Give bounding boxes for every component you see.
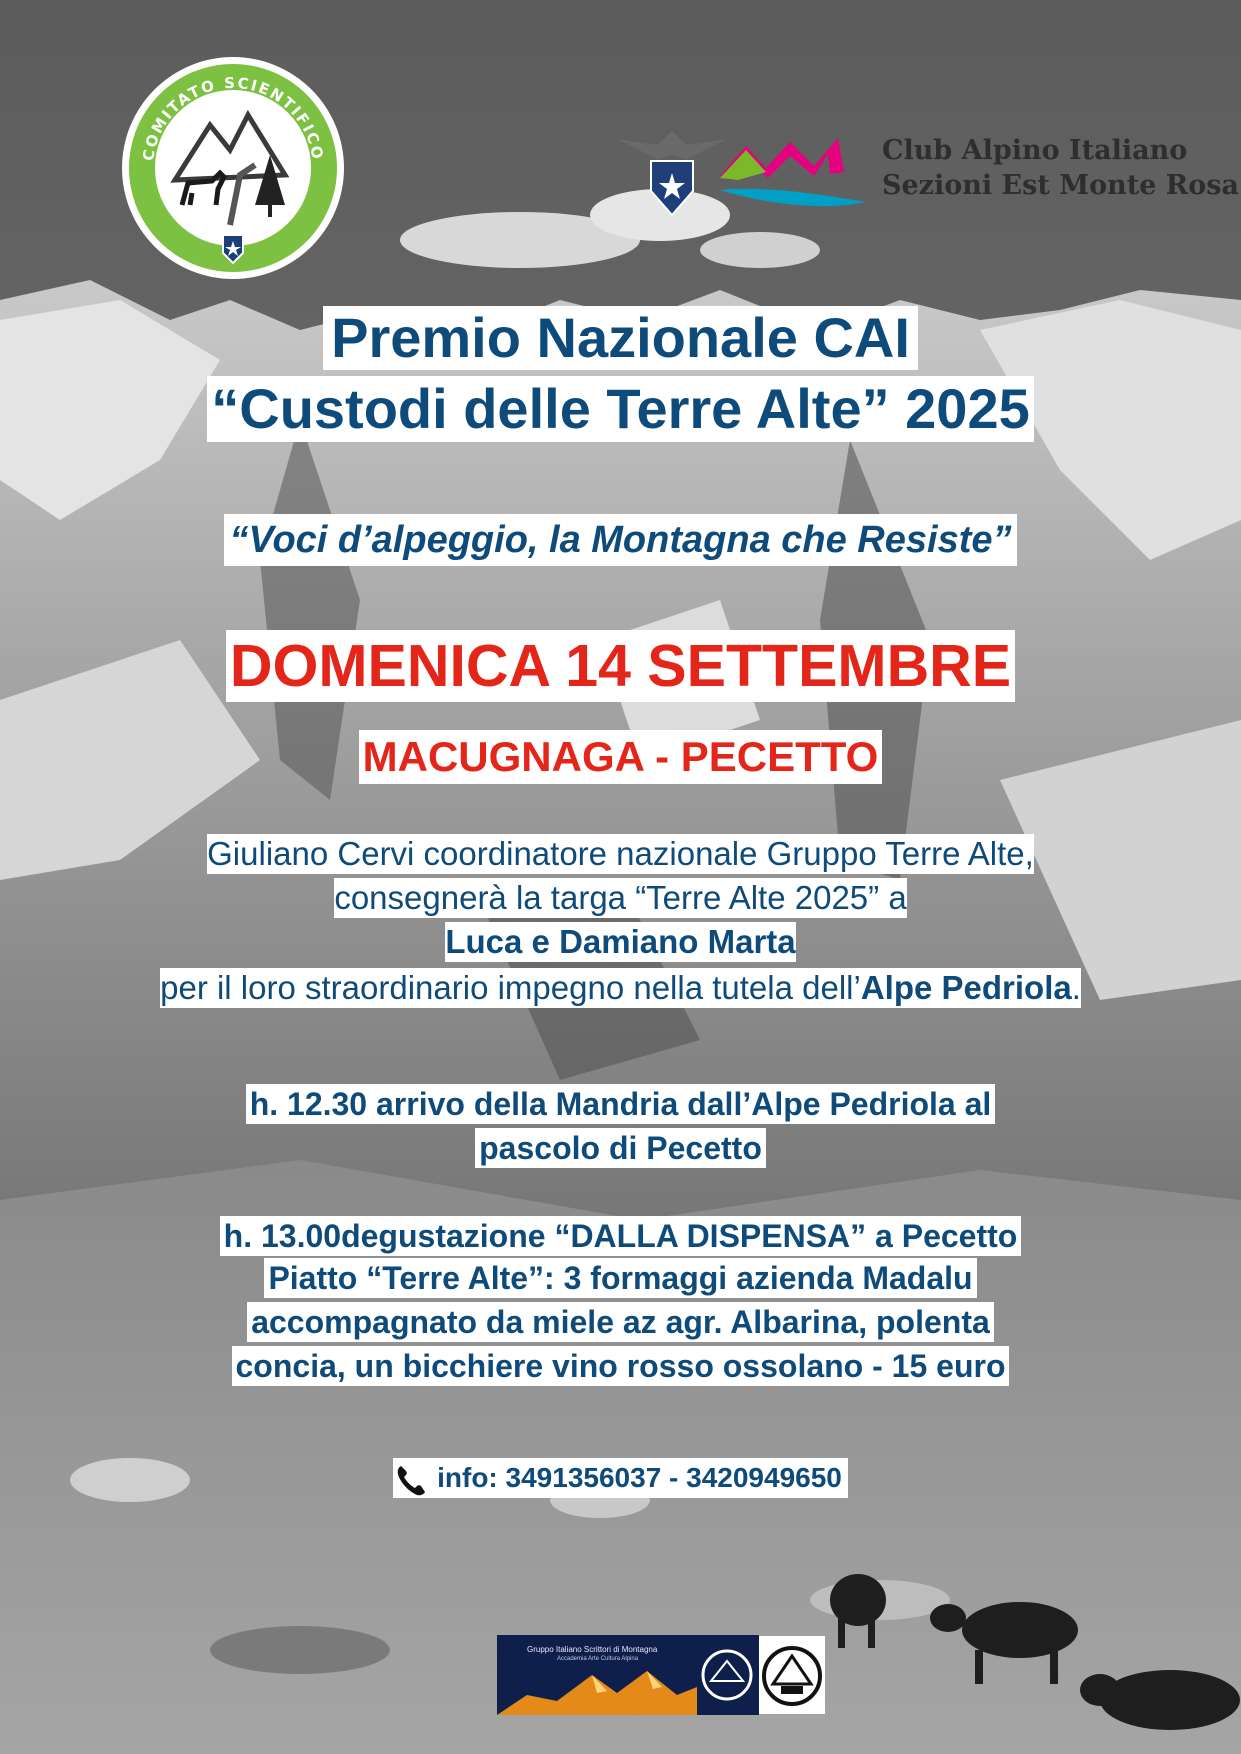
tasting-line1-row: [0, 1216, 1241, 1256]
alpe-pedriola-bold: Alpe Pedriola: [860, 969, 1072, 1006]
place-row: [0, 730, 1241, 784]
title-line2: “Custodi delle Terre Alte” 2025: [207, 376, 1033, 442]
title-line1: Premio Nazionale CAI: [323, 306, 918, 370]
body-line4: [160, 968, 1081, 1008]
info-contact: [393, 1458, 848, 1498]
awardees: Luca e Damiano Marta: [445, 923, 796, 960]
tasting-line2-row: [0, 1258, 1241, 1298]
body-line1: Giuliano Cervi coordinatore nazionale Gruppo Terre Alte,: [207, 835, 1034, 872]
gism-badge-icon: [759, 1636, 825, 1714]
body-line4-text: per il loro straordinario impegno nella tutela dell’: [160, 969, 861, 1006]
arrival-line1: h. 12.30 arrivo della Mandria dall’Alpe Pedriola al: [246, 1084, 996, 1124]
body-line1-row: [0, 834, 1241, 874]
info-text: info: 3491356037 - 3420949650: [437, 1462, 842, 1493]
cai-header-line1: Club Alpino Italiano: [882, 135, 1188, 166]
cai-header-text: [882, 133, 1239, 203]
tasting-line4: concia, un bicchiere vino rosso ossolano - 15 euro: [232, 1346, 1010, 1386]
svg-text:COMITATO SCIENTIFICO: COMITATO SCIENTIFICO: [139, 73, 327, 163]
tasting-line2: Piatto “Terre Alte”: 3 formaggi azienda Madalu: [264, 1258, 976, 1298]
arrival-line1-row: [0, 1084, 1241, 1124]
title-line1-row: [0, 306, 1241, 370]
gism-mountain-icon: [497, 1635, 759, 1715]
event-date: DOMENICA 14 SETTEMBRE: [226, 630, 1015, 702]
title-line2-row: [0, 376, 1241, 442]
subtitle-row: [0, 514, 1241, 566]
tasting-line1: h. 13.00degustazione “DALLA DISPENSA” a Pecetto: [220, 1216, 1022, 1256]
est-monte-rosa-logo: [718, 132, 866, 214]
tasting-line3-row: [0, 1302, 1241, 1342]
phone-icon: [395, 1462, 429, 1498]
tasting-line4-row: [0, 1346, 1241, 1386]
body-line2-row: [0, 878, 1241, 918]
gism-name: Gruppo Italiano Scrittori di Montagna: [527, 1645, 658, 1654]
body-line2: consegnerà la targa “Terre Alte 2025” a: [334, 879, 907, 916]
comitato-scientifico-logo: [120, 55, 346, 281]
event-place: MACUGNAGA - PECETTO: [359, 730, 883, 784]
gism-logo: [497, 1635, 759, 1715]
info-row: [0, 1458, 1241, 1498]
body-line4-row: [0, 968, 1241, 1008]
subtitle: “Voci d’alpeggio, la Montagna che Resiste”: [224, 514, 1018, 566]
arrival-line2: pascolo di Pecetto: [475, 1128, 766, 1168]
arrival-line2-row: [0, 1128, 1241, 1168]
gism-subtitle: Accademia Arte Cultura Alpina: [557, 1656, 639, 1662]
body-line3-row: [0, 922, 1241, 962]
body-line4-end: .: [1071, 969, 1081, 1006]
tasting-line3: accompagnato da miele az agr. Albarina, polenta: [247, 1302, 994, 1342]
cai-header-line2: Sezioni Est Monte Rosa: [882, 170, 1239, 201]
cai-eagle-logo: [617, 125, 727, 221]
gism-badge: [759, 1636, 825, 1714]
date-row: [0, 630, 1241, 702]
